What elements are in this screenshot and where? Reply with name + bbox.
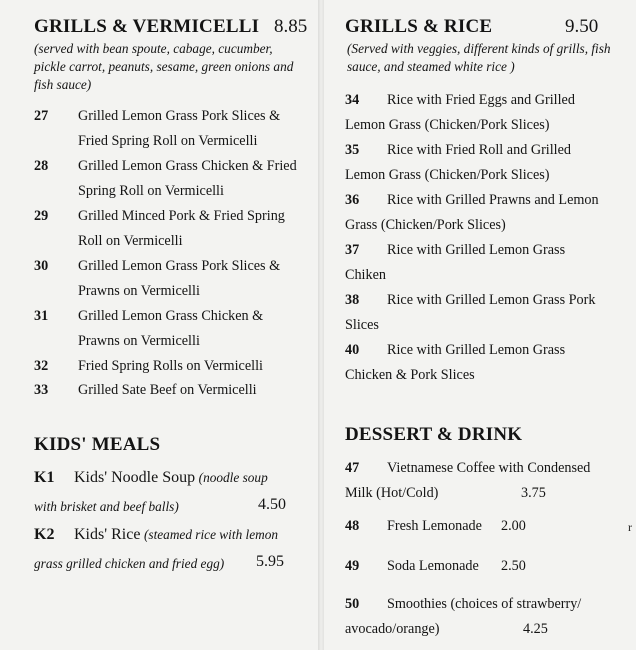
- item-line: [34, 154, 304, 179]
- item-number: 50: [345, 596, 360, 612]
- menu-item: [34, 378, 304, 403]
- item-name: Kids' Rice: [74, 526, 141, 543]
- item-name: Grilled Lemon Grass Chicken &: [78, 308, 264, 324]
- menu-item: [345, 138, 617, 187]
- item-name: Grilled Lemon Grass Chicken & Fried: [78, 158, 297, 174]
- item-name: Grilled Lemon Grass Pork Slices &: [78, 108, 281, 124]
- item-number: 34: [345, 92, 360, 108]
- item-line: [34, 523, 309, 548]
- drink-item: [345, 554, 617, 579]
- item-number: 38: [345, 292, 360, 308]
- menu-item: [34, 154, 304, 203]
- item-name-cont: Roll on Vermicelli: [78, 232, 183, 249]
- item-number: 35: [345, 142, 360, 158]
- item-name-cont: avocado/orange): [345, 620, 440, 637]
- item-line: [34, 304, 304, 329]
- item-line-2: [34, 495, 309, 520]
- item-number: 37: [345, 242, 360, 258]
- item-line: [345, 188, 617, 213]
- item-line: [345, 554, 617, 579]
- item-name-cont: Fried Spring Roll on Vermicelli: [78, 132, 258, 149]
- item-name: Kids' Noodle Soup: [74, 469, 196, 486]
- item-line: [345, 238, 617, 263]
- item-name: Grilled Lemon Grass Pork Slices &: [78, 258, 281, 274]
- menu-item: [345, 288, 617, 337]
- grills-vermicelli-description: (served with bean spoute, cabage, cucumber, pickle carrot, peanuts, sesame, green onions and fish sauce): [34, 41, 294, 92]
- item-line: [34, 104, 304, 129]
- item-line: [345, 456, 617, 481]
- menu-item: [34, 354, 304, 379]
- item-number: 30: [34, 258, 49, 274]
- item-name-cont: Chiken: [345, 266, 386, 283]
- item-number: 47: [345, 460, 360, 476]
- grills-vermicelli-price: 8.85: [274, 16, 308, 37]
- menu-item: [345, 88, 617, 137]
- drink-item: [345, 514, 617, 539]
- grills-rice-title: GRILLS & RICE: [345, 16, 493, 37]
- item-price: 3.75: [521, 484, 546, 501]
- item-price: 4.25: [523, 620, 548, 637]
- item-name: Grilled Minced Pork & Fried Spring: [78, 208, 285, 224]
- item-number: 27: [34, 108, 49, 124]
- item-name: Smoothies (choices of strawberry/: [387, 596, 582, 612]
- item-name: Rice with Grilled Lemon Grass Pork: [387, 292, 596, 308]
- item-description-cont: with brisket and beef balls): [34, 498, 179, 514]
- item-line: [345, 88, 617, 113]
- item-name-cont: Spring Roll on Vermicelli: [78, 182, 224, 199]
- item-name: Rice with Grilled Lemon Grass: [387, 242, 566, 258]
- item-line: [345, 592, 617, 617]
- menu-item: [345, 238, 617, 287]
- item-name: Rice with Fried Roll and Grilled: [387, 142, 572, 158]
- kids-meal-item: [34, 523, 309, 576]
- item-name: Soda Lemonade: [387, 558, 479, 574]
- menu-item: [34, 304, 304, 353]
- page-fold: [318, 0, 324, 650]
- item-price: 4.50: [258, 495, 286, 513]
- item-number: 29: [34, 208, 49, 224]
- item-number: K1: [34, 469, 55, 486]
- item-description: (noodle soup: [198, 470, 268, 485]
- item-description-cont: grass grilled chicken and fried egg): [34, 555, 225, 571]
- item-number: 32: [34, 358, 49, 374]
- drink-item: [345, 456, 617, 505]
- item-line: [345, 514, 617, 539]
- item-price: 2.50: [501, 558, 526, 574]
- item-number: 28: [34, 158, 49, 174]
- item-line: [345, 338, 617, 363]
- item-name-cont: Chicken & Pork Slices: [345, 366, 475, 383]
- item-name-cont: Slices: [345, 316, 379, 333]
- item-number: 40: [345, 342, 360, 358]
- item-line: [34, 466, 309, 491]
- item-name: Rice with Fried Eggs and Grilled: [387, 92, 575, 108]
- item-number: 48: [345, 518, 360, 534]
- menu-item: [34, 204, 304, 253]
- item-name: Rice with Grilled Prawns and Lemon: [387, 192, 599, 208]
- item-number: 33: [34, 382, 49, 398]
- item-name: Fried Spring Rolls on Vermicelli: [78, 358, 263, 374]
- dessert-drink-title: DESSERT & DRINK: [345, 424, 523, 445]
- item-name: Rice with Grilled Lemon Grass: [387, 342, 566, 358]
- item-line: [34, 254, 304, 279]
- drink-item: [345, 592, 617, 641]
- item-number: 36: [345, 192, 360, 208]
- menu-item: [34, 254, 304, 303]
- item-name-cont: Milk (Hot/Cold): [345, 484, 439, 501]
- item-line: [34, 378, 304, 403]
- grills-vermicelli-title: GRILLS & VERMICELLI: [34, 16, 260, 37]
- item-line: [345, 288, 617, 313]
- item-price: 5.95: [256, 552, 284, 570]
- item-line-2: [345, 617, 617, 642]
- menu-item: [34, 104, 304, 153]
- item-name: Fresh Lemonade: [387, 518, 482, 534]
- item-description: (steamed rice with lemon: [143, 527, 279, 542]
- item-line: [345, 138, 617, 163]
- item-name-cont: Grass (Chicken/Pork Slices): [345, 216, 506, 233]
- item-name: Grilled Sate Beef on Vermicelli: [78, 382, 257, 398]
- item-number: 31: [34, 308, 49, 324]
- item-line-2: [345, 481, 617, 506]
- item-line: [34, 354, 304, 379]
- item-name-cont: Lemon Grass (Chicken/Pork Slices): [345, 166, 550, 183]
- item-name-cont: Lemon Grass (Chicken/Pork Slices): [345, 116, 550, 133]
- item-number: 49: [345, 558, 360, 574]
- item-line-2: [34, 552, 309, 577]
- item-name: Vietnamese Coffee with Condensed: [387, 460, 591, 476]
- item-name-cont: Prawns on Vermicelli: [78, 282, 200, 299]
- edge-mark: r: [628, 520, 632, 534]
- item-number: K2: [34, 526, 55, 543]
- grills-rice-description: (Served with veggies, different kinds of grills, fish sauce, and steamed white rice ): [347, 41, 611, 74]
- item-name-cont: Prawns on Vermicelli: [78, 332, 200, 349]
- item-price: 2.00: [501, 518, 526, 534]
- grills-rice-price: 9.50: [565, 16, 599, 37]
- item-line: [34, 204, 304, 229]
- menu-item: [345, 188, 617, 237]
- menu-item: [345, 338, 617, 387]
- kids-meals-title: KIDS' MEALS: [34, 434, 161, 455]
- kids-meal-item: [34, 466, 309, 519]
